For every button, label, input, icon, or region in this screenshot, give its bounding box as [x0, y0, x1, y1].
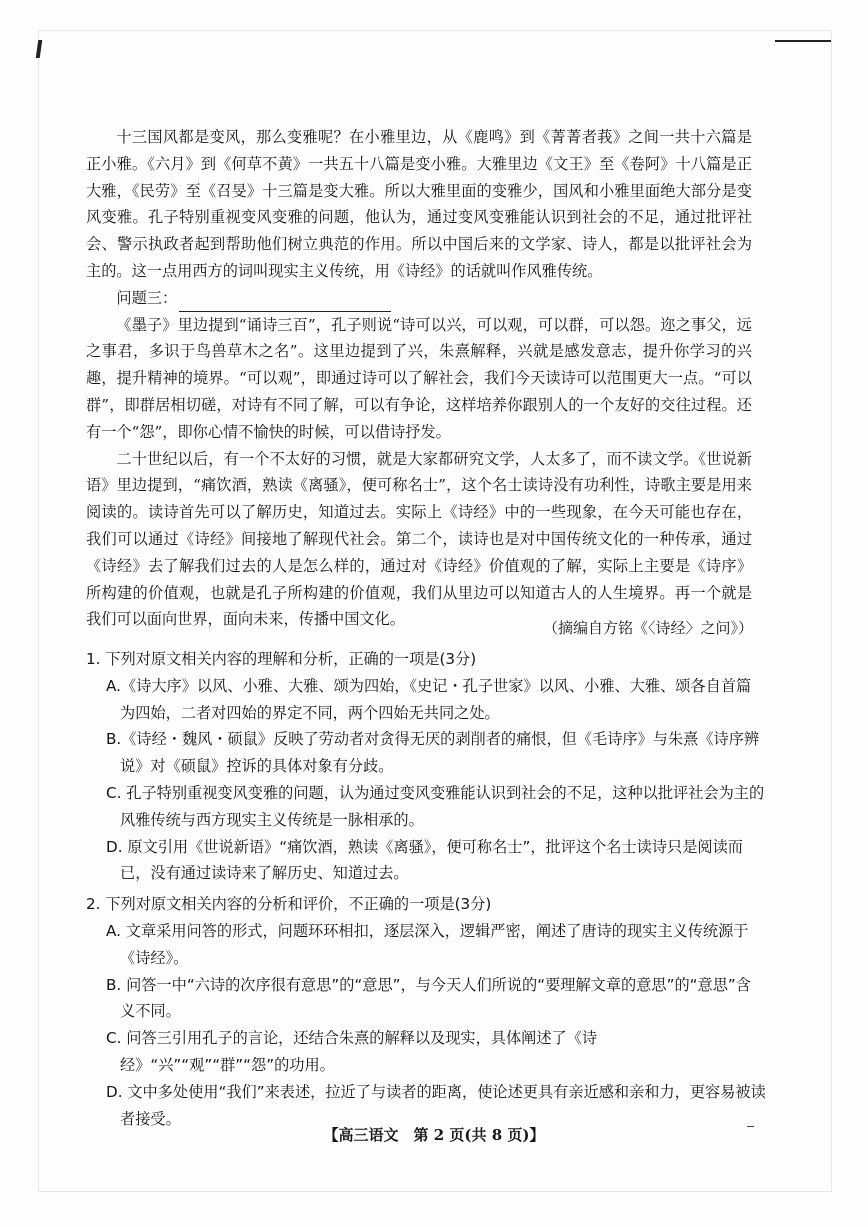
option-a: A.《诗大序》以风、小雅、大雅、颂为四始，《史记・孔子世家》以风、小雅、大雅、颂各自首篇为四始，二者对四始的界定不同，两个四始无共同之处。 [106, 676, 752, 722]
question-3-heading [86, 285, 752, 312]
option-c: C. 孔子特别重视变风变雅的问题，认为通过变风变雅能认识到社会的不足，这种以批评社会为主的风雅传统与西方现实主义传统是一脉相承的。 [106, 783, 765, 829]
page-footer: 【高三语文 第 2 页(共 8 页)】 [323, 1126, 545, 1144]
option-b: B. 问答一中“六诗的次序很有意思”的“意思”，与今天人们所说的“要理解文章的意思”的“意思”含义不同。 [106, 975, 751, 1021]
paragraph-2: 《墨子》里边提到“诵诗三百”，孔子则说“诗可以兴，可以观，可以群，可以怨。迩之事父，远之事君，多识于鸟兽草木之名”。这里边提到了兴，朱熹解释，兴就是感发意志，提升你学习的兴趣，提升精神的境界。“可以观”，即通过诗可以了解社会，我们今天读诗可以范围更大一点。“可以群”，即群居相切磋，对诗有不同了解，可以有争论，这样培养你跟别人的一个友好的交往过程。还有一个“怨”，即你心情不愉快的时候，可以借诗抒发。 [86, 315, 752, 441]
option-b: B.《诗经・魏风・硕鼠》反映了劳动者对贪得无厌的剥削者的痛恨，但《毛诗序》与朱熹《诗序辨说》对《硕鼠》控诉的具体对象有分歧。 [106, 730, 760, 776]
option-c: C. 问答三引用孔子的言论，还结合朱熹的解释以及现实，具体阐述了《诗经》“兴”“观”“群”“怨”的功用。 [106, 1029, 598, 1074]
source-citation: （摘编自方铭《〈诗经〉之问》） [542, 619, 753, 637]
option-d: D. 文中多处使用“我们”来表述，拉近了与读者的距离，使论述更具有亲近感和亲和力，更容易被读者接受。 [106, 1082, 766, 1128]
paragraph-1: 十三国风都是变风，那么变雅呢？在小雅里边，从《鹿鸣》到《菁菁者莪》之间一共十六篇是正小雅。《六月》到《何草不黄》一共五十八篇是变小雅。大雅里边《文王》至《卷阿》十八篇是正大雅，《民劳》至《召旻》十三篇是变大雅。所以大雅里面的变雅少，国风和小雅里面绝大部分是变风变雅。孔子特别重视变风变雅的问题，他认为，通过变风变雅能认识到社会的不足，通过批评社会、警示执政者起到帮助他们树立典范的作用。所以中国后来的文学家、诗人，都是以批评社会为主的。这一点用西方的词叫现实主义传统，用《诗经》的话就叫作风雅传统。 [86, 128, 752, 280]
top-rule [775, 40, 831, 42]
question-3-label: 问题三： [116, 288, 178, 307]
question-stem: 1. 下列对原文相关内容的理解和分析，正确的一项是(3分) [86, 650, 477, 668]
questions [86, 642, 766, 1132]
passage [86, 124, 752, 633]
question-2 [86, 891, 766, 1132]
option-d: D. 原文引用《世说新语》“痛饮酒，熟读《离骚》，便可称名士”，批评这个名士读诗只是阅读而已，没有通过读诗来了解历史、知道过去。 [106, 837, 743, 883]
option-a: A. 文章采用问答的形式，问题环环相扣，逐层深入，逻辑严密，阐述了唐诗的现实主义传统源于《诗经》。 [106, 921, 749, 967]
paragraph-3: 二十世纪以后，有一个不太好的习惯，就是大家都研究文学，人太多了，而不读文学。《世说新语》里边提到，“痛饮酒，熟读《离骚》，便可称名士”，这个名士读诗没有功利性，诗歌主要是用来阅读的。读诗首先可以了解历史，知道过去。实际上《诗经》中的一些现象，在今天可能也存在，我们可以通过《诗经》间接地了解现代社会。第二个，读诗也是对中国传统文化的一种传承，通过《诗经》去了解我们过去的人是怎么样的，通过对《诗经》价值观的了解，实际上主要是《诗序》所构建的价值观，也就是孔子所构建的价值观，我们从里边可以知道古人的人生境界。再一个就是我们可以面向世界，面向未来，传播中国文化。 [86, 449, 752, 629]
answer-blank [179, 293, 391, 312]
question-stem: 2. 下列对原文相关内容的分析和评价，不正确的一项是(3分) [86, 895, 492, 914]
footer-mark [747, 1126, 754, 1127]
question-1 [86, 646, 766, 887]
